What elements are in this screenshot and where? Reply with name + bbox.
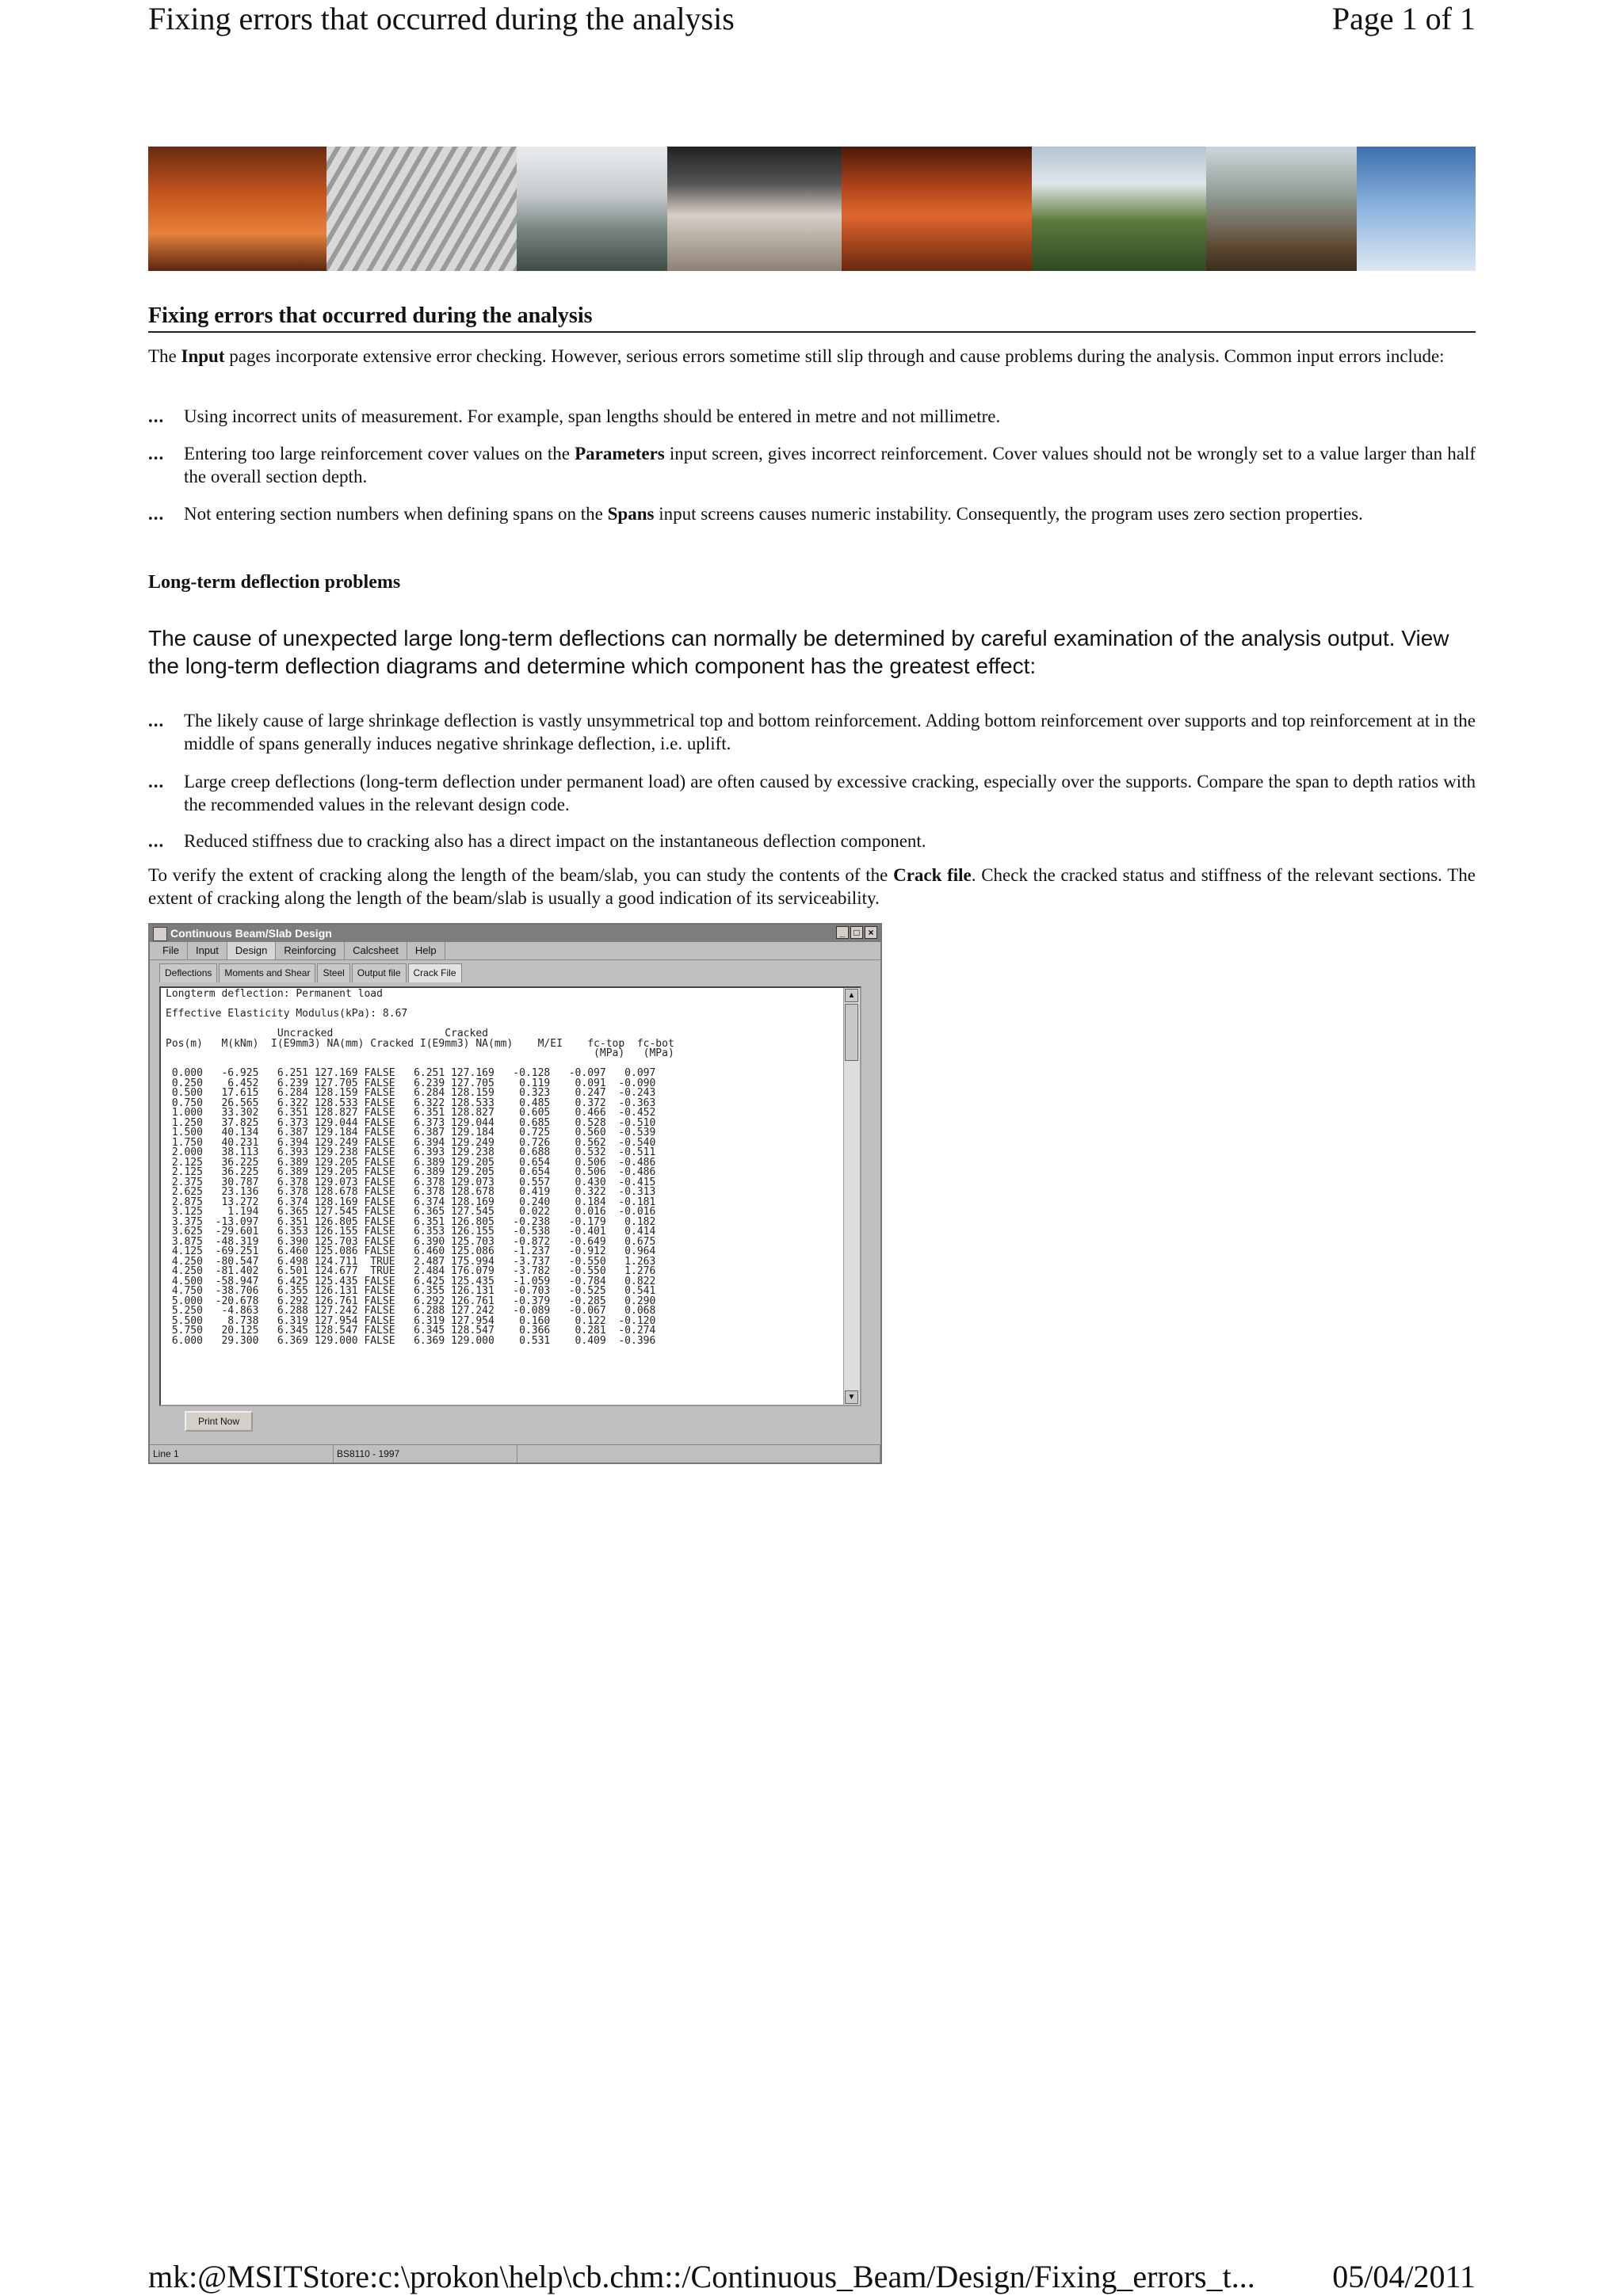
page-header-page-number: Page 1 of 1 [1331,1,1476,36]
menu-input[interactable]: Input [188,942,227,959]
banner-photo-tower [1357,147,1476,271]
banner-photo-stadium-roof [327,147,517,271]
closing-paragraph: To verify the extent of cracking along the length of the beam/slab, you can study the contents of the Crack file. Check the cracked status and stiffness of the relevant sections. The extent of cracking along the length of the beam/slab is usually a good indication of its serviceability. [148,865,1476,908]
menu-help[interactable]: Help [407,942,445,959]
banner-photo-warehouse [667,147,842,271]
status-line: Line 1 [150,1445,334,1463]
list-item-cause-stiffness: ... Reduced stiffness due to cracking also has a direct impact on the instantaneous deflection component. [148,831,926,851]
tab-steel[interactable]: Steel [317,963,349,982]
bullet-marker: ... [148,831,165,851]
crack-file-text: Longterm deflection: Permanent load Effective Elasticity Modulus(kPa): 8.67 Uncracked Cracked Pos(m) M(kNm) I(E9mm3) NA(mm) Cracked I(E9mm3) NA(mm) M/EI fc-top fc-bot (MPa) (MPa) 0.000 -6.925 6.251 127.169 FALSE 6.251 127.169 -0.128 -0.097 0.097 0.250 6.452 6.239 127.705 FALSE 6.239 127.705 0.119 0.091 -0.090 0.500 17.615 6.284 128.159 FALSE 6.284 128.159 0.323 0.247 -0.243 0.750 26.565 6.322 128.533 FALSE 6.322 128.533 0.485 0.372 -0.363 1.000 33.302 6.351 128.827 FALSE 6.351 128.827 0.605 0.466 -0.452 1.250 37.825 6.373 129.044 FALSE 6.373 129.044 0.685 0.528 -0.510 1.500 40.134 6.387 129.184 FALSE 6.387 129.184 0.725 0.560 -0.539 1.750 40.231 6.394 129.249 FALSE 6.394 129.249 0.726 0.562 -0.540 2.000 38.113 6.393 129.238 FALSE 6.393 129.238 0.688 0.532 -0.511 2.125 36.225 6.389 129.205 FALSE 6.389 129.205 0.654 0.506 -0.486 2.125 36.225 6.389 129.205 FALSE 6.389 129.205 0.654 0.506 -0.486 2.375 30.787 6.378 129.073 FALSE 6.378 129.073 0.557 0.430 -0.415 2.625 23.136 6.378 128.678 FALSE 6.378 128.678 0.419 0.322 -0.313 2.875 13.272 6.374 128.169 FALSE 6.374 128.169 0.240 0.184 -0.181 3.125 1.194 6.365 127.545 FALSE 6.365 127.545 0.022 0.016 -0.016 3.375 -13.097 6.351 126.805 FALSE 6.351 126.805 -0.238 -0.179 0.182 3.625 -29.601 6.353 126.155 FALSE 6.353 126.155 -0.538 -0.401 0.414 3.875 -48.319 6.390 125.703 FALSE 6.390 125.703 -0.872 -0.649 0.675 4.125 -69.251 6.460 125.086 FALSE 6.460 125.086 -1.237 -0.912 0.964 4.250 -80.547 6.498 124.711 TRUE 2.487 175.994 -3.737 -0.550 1.263 4.250 -81.402 6.501 124.677 TRUE 2.484 176.079 -3.782 -0.550 1.276 4.500 -58.947 6.425 125.435 FALSE 6.425 125.435 -1.059 -0.784 0.822 4.750 -38.706 6.355 126.131 FALSE 6.355 126.131 -0.703 -0.525 0.541 5.000 -20.678 6.292 126.761 FALSE 6.292 126.761 -0.379 -0.285 0.290 5.250 -4.863 6.288 127.242 FALSE 6.288 127.242 -0.089 -0.067 0.068 5.500 8.738 6.319 127.954 FALSE 6.319 127.954 0.160 0.122 -0.120 5.750 20.125 6.345 128.547 FALSE 6.345 128.547 0.366 0.281 -0.274 6.000 29.300 6.369 129.000 FALSE 6.369 129.000 0.531 0.409 -0.396 [166,988,674,1347]
list-item-error-cover: ... Entering too large reinforcement cover values on the Parameters input screen, gives incorrect reinforcement. Cover values should not be wrongly set to a value larger than half the overall section depth. [148,444,1476,486]
list-item-cause-shrinkage: ... The likely cause of large shrinkage deflection is vastly unsymmetrical top and bottom reinforcement. Adding bottom reinforcement over supports and top reinforcement at in the middle of spans generally induces negative shrinkage deflection, i.e. uplift. [148,711,1476,753]
bullet-marker: ... [148,444,165,463]
bullet-marker: ... [148,711,165,730]
banner-photo-steel-frame [148,147,327,271]
app-icon [153,927,167,941]
list-item-cause-creep: ... Large creep deflections (long-term deflection under permanent load) are often caused by excessive cracking, especially over the supports. Compare the span to depth ratios with the recommended values in the relevant design code. [148,772,1476,814]
bullet-marker: ... [148,504,165,524]
window-title: Continuous Beam/Slab Design [170,927,332,940]
list-item-error-sections: ... Not entering section numbers when defining spans on the Spans input screens causes numeric instability. Consequently, the program uses zero section properties. [148,504,1363,524]
menu-calcsheet[interactable]: Calcsheet [345,942,407,959]
menu-bar [150,942,880,960]
banner-image-strip [148,147,1476,271]
window-controls [836,926,877,939]
page-footer-path: mk:@MSITStore:c:\prokon\help\cb.chm::/Continuous_Beam/Design/Fixing_errors_t... [148,2259,1255,2294]
print-now-button[interactable]: Print Now [185,1411,253,1432]
menu-reinforcing[interactable]: Reinforcing [276,942,345,959]
status-empty [517,1445,880,1463]
vertical-scrollbar[interactable] [843,988,860,1405]
window-titlebar[interactable] [150,925,880,942]
tab-output-file[interactable]: Output file [352,963,407,982]
scroll-up-icon[interactable]: ▲ [845,989,858,1002]
bullet-marker: ... [148,406,165,426]
tab-moments-and-shear[interactable]: Moments and Shear [219,963,315,982]
subheading-long-term-deflection: Long-term deflection problems [148,572,401,593]
continuous-beam-window [148,923,882,1464]
status-design-code: BS8110 - 1997 [334,1445,517,1463]
article-title: Fixing errors that occurred during the analysis [148,303,1476,333]
banner-photo-dam [517,147,667,271]
close-icon[interactable]: × [865,926,877,939]
banner-photo-bridge [1032,147,1206,271]
tab-strip [150,963,880,982]
scroll-down-icon[interactable]: ▼ [845,1390,858,1404]
maximize-icon[interactable]: □ [850,926,863,939]
lead-paragraph: The cause of unexpected large long-term deflections can normally be determined by careful examination of the analysis output. View the long-term deflection diagrams and determine which component has the greatest effect: [148,626,1449,678]
tab-deflections[interactable]: Deflections [159,963,217,982]
intro-paragraph: The Input pages incorporate extensive error checking. However, serious errors sometime still slip through and cause problems during the analysis. Common input errors include: [148,346,1445,366]
list-item-error-units: ... Using incorrect units of measurement. For example, span lengths should be entered in metre and not millimetre. [148,406,1001,426]
crack-file-output[interactable] [159,986,861,1406]
status-bar [150,1444,880,1463]
scroll-thumb[interactable] [845,1004,858,1061]
page-footer-date: 05/04/2011 [1332,2259,1476,2294]
menu-design[interactable]: Design [227,942,276,959]
banner-photo-cranes [842,147,1032,271]
minimize-icon[interactable]: _ [836,926,849,939]
banner-photo-building [1206,147,1357,271]
page-header-title: Fixing errors that occurred during the analysis [148,1,735,36]
menu-file[interactable]: File [155,942,188,959]
tab-crack-file[interactable]: Crack File [408,963,462,982]
bullet-marker: ... [148,772,165,791]
